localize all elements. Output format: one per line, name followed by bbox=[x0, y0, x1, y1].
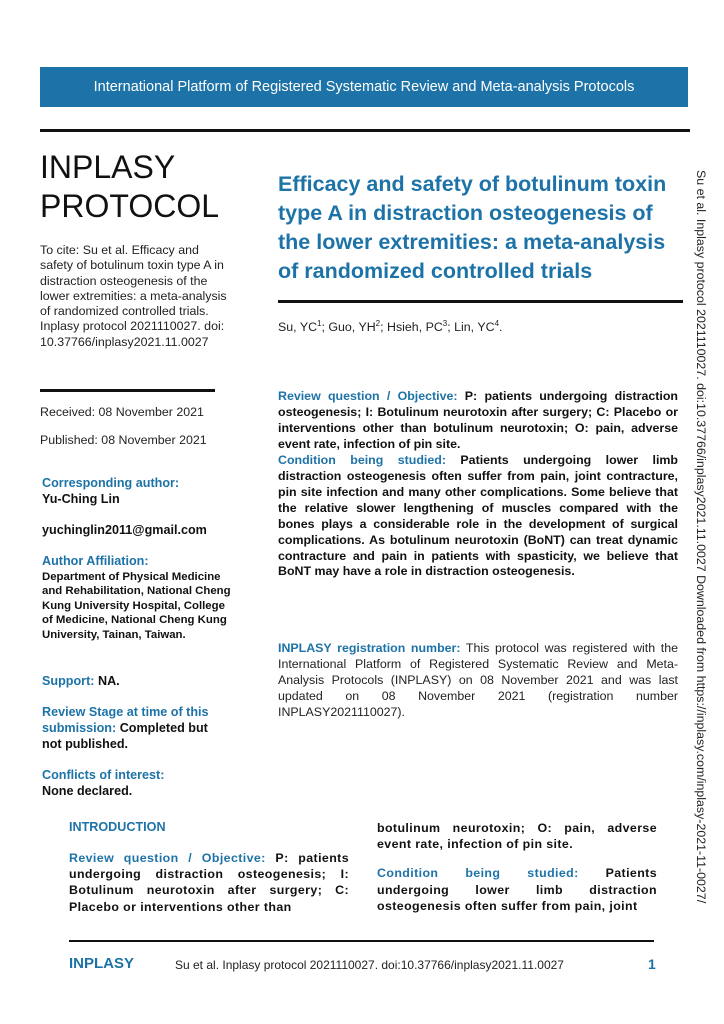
review-stage-value: Completed but not published. bbox=[42, 721, 208, 751]
intro-condition-label: Condition being studied: bbox=[377, 866, 579, 881]
email-link[interactable]: yuchinglin2011@gmail.com bbox=[42, 523, 207, 537]
title-divider bbox=[278, 300, 683, 303]
review-stage-label: Review Stage at time of this submission: bbox=[42, 705, 209, 735]
intro-right-column bbox=[377, 820, 657, 914]
intro-review-question-label: Review question / Objective: bbox=[69, 851, 266, 865]
review-stage bbox=[42, 704, 227, 752]
support-value: NA. bbox=[97, 674, 120, 688]
author: Guo, $YH^2$; bbox=[328, 319, 388, 335]
intro-left-column bbox=[69, 850, 349, 915]
author: Lin, $YC^4$. bbox=[454, 319, 503, 335]
footer-citation: Su et al. Inplasy protocol 2021110027. doi:10.37766/inplasy2021.11.0027 bbox=[175, 958, 564, 972]
corresponding-author-name: Yu-Ching Lin bbox=[42, 492, 120, 506]
intro-right-text: botulinum neurotoxin; O: pain, adverse event rate, infection of pin site. bbox=[377, 821, 657, 852]
abstract bbox=[278, 389, 678, 580]
page-number: 1 bbox=[648, 956, 656, 972]
footer-divider bbox=[69, 940, 654, 942]
protocol-title-line1: INPLASY bbox=[40, 149, 176, 185]
support-label: Support: bbox=[42, 674, 95, 688]
header-banner bbox=[40, 67, 688, 107]
footer-brand-logo: INPLASY bbox=[69, 955, 135, 972]
download-watermark-text[interactable]: Su et al. Inplasy protocol 2021110027. doi:10.37766/inplasy2021.11.0027 Downloaded from https://inplasy.com/inplasy-2021-11-0027/ bbox=[694, 170, 708, 904]
article-title: Efficacy and safety of botulinum toxin type A in distraction osteogenesis of the lower extremities: a meta-analysis of randomized controlled trials bbox=[278, 172, 667, 283]
published-date: Published: 08 November 2021 bbox=[40, 433, 207, 447]
protocol-title bbox=[40, 148, 230, 226]
intro-condition-text: Patients undergoing lower limb distraction osteogenesis often suffer from pain, joint bbox=[377, 866, 657, 913]
condition-label: Condition being studied: bbox=[278, 452, 446, 467]
registration-label: INPLASY registration number: bbox=[278, 641, 461, 655]
registration-text: This protocol was registered with the International Platform of Registered Systematic Review and Meta-Analysis Protocols (INPLASY) on 08 November 2021 and was last updated on 08 November 2021 (registration number INPLASY2021110027). bbox=[278, 641, 678, 719]
affiliation-label: Author Affiliation: bbox=[42, 554, 149, 568]
top-divider bbox=[40, 129, 690, 132]
sidebar-divider bbox=[40, 389, 215, 392]
intro-review-question-text: P: patients undergoing distraction osteogenesis; I: Botulinum neurotoxin after surgery; C: Placebo or interventions other than bbox=[69, 851, 349, 914]
review-question-text: P: patients undergoing distraction osteogenesis; I: Botulinum neurotoxin after surgery; C: Placebo or interventions other than botulinum neurotoxin; O: pain, adverse event rate, infection of pin site. bbox=[278, 389, 678, 451]
conflicts-label: Conflicts of interest: bbox=[42, 768, 165, 782]
introduction-heading: INTRODUCTION bbox=[69, 820, 166, 834]
affiliation-text: Department of Physical Medicine and Rehabilitation, National Cheng Kung University Hospital, College of Medicine, National Cheng Kung University, Tainan, Taiwan. bbox=[42, 571, 231, 641]
banner-text: International Platform of Registered Systematic Review and Meta-analysis Protocols bbox=[93, 79, 635, 95]
support-line bbox=[42, 673, 242, 689]
conflicts-value: None declared. bbox=[42, 784, 133, 798]
registration-note bbox=[278, 641, 678, 721]
condition-text: Patients undergoing lower limb distraction osteogenesis often suffer from pain, joint contracture, pin site infection and many other complications. Some believe that the relative slower lengthening of muscles compared with the bones plays a considerable role in the development of surgical complications. As botulinum neurotoxin (BoNT) can treat dynamic contracture and pain in patients with spasticity, we believe that BoNT may have a role in distraction osteogenesis. bbox=[278, 452, 678, 579]
author-list bbox=[278, 319, 502, 334]
author: Hsieh, $PC^3$; bbox=[387, 319, 455, 335]
cite-text: To cite: Su et al. Efficacy and safety of botulinum toxin type A in distraction osteogenesis of the lower extremities: a meta-analysis of randomized controlled trials. Inplasy protocol 2021110027. doi: 10.37766/inplasy2021.11.0027 bbox=[40, 243, 227, 349]
review-question-label: Review question / Objective: bbox=[278, 389, 458, 403]
protocol-title-line2: PROTOCOL bbox=[40, 188, 219, 224]
received-date: Received: 08 November 2021 bbox=[40, 405, 204, 419]
author: Su, $YC^1$; bbox=[278, 319, 329, 335]
corresponding-author-label: Corresponding author: bbox=[42, 476, 180, 490]
